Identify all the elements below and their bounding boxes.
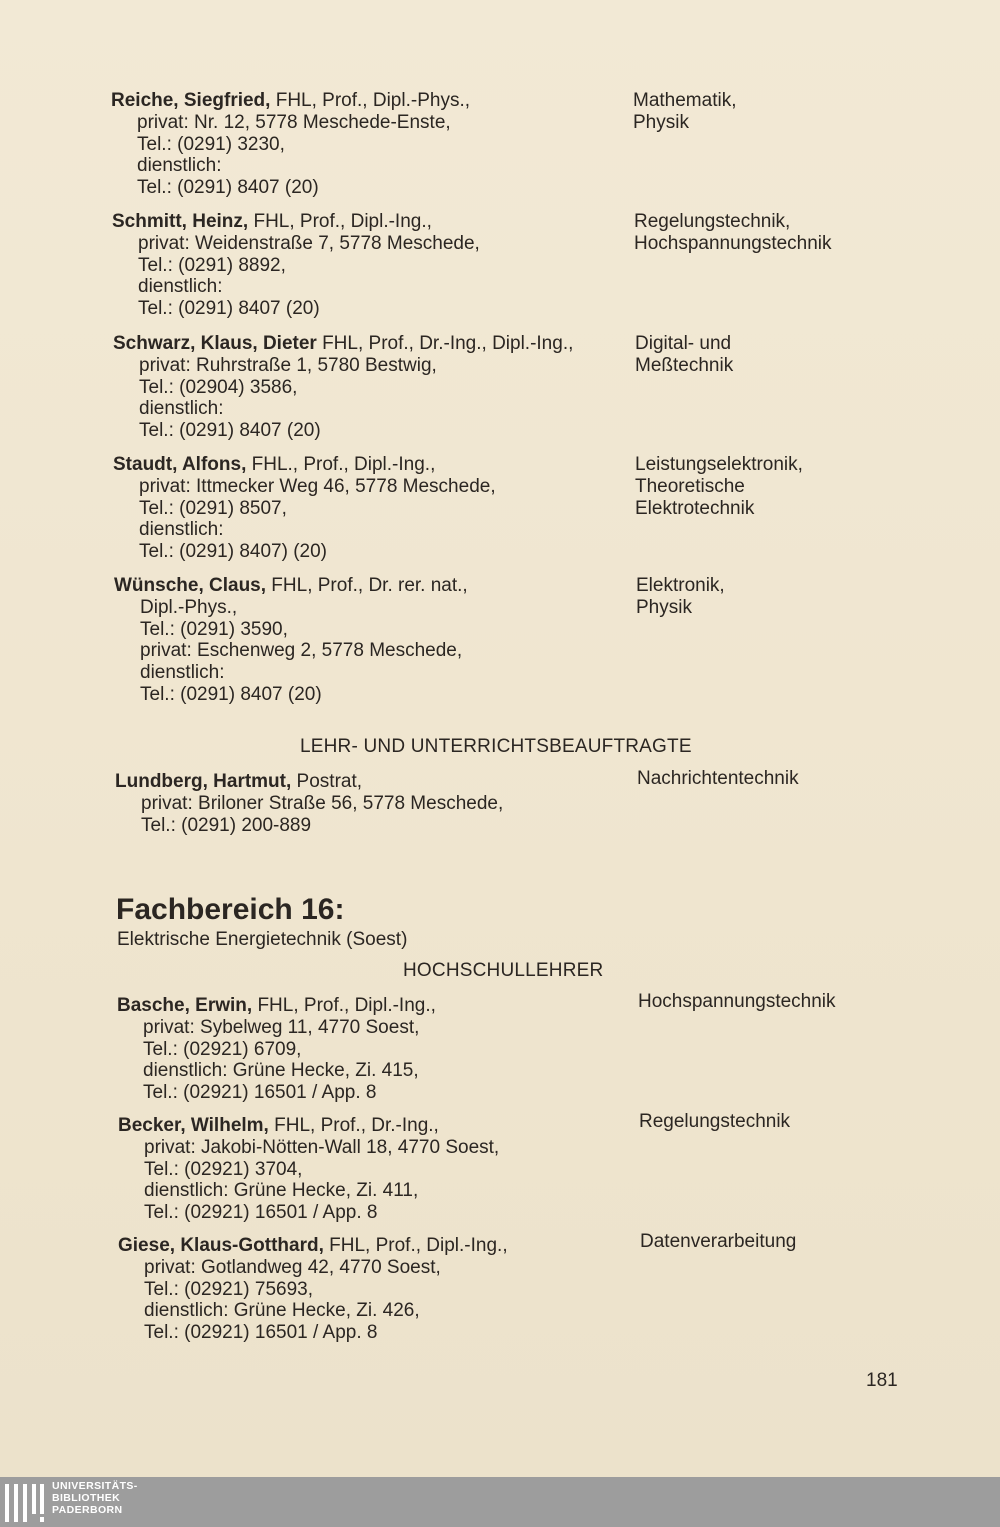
staff-detail-line: Tel.: (0291) 8407) (20) xyxy=(139,541,327,563)
staff-title: FHL, Prof., Dipl.-Ing., xyxy=(248,211,432,232)
subject-line: Theoretische xyxy=(635,475,745,497)
library-footer xyxy=(0,1477,1000,1527)
subject-line: Digital- und xyxy=(635,333,732,354)
staff-detail-line: privat: Briloner Straße 56, 5778 Meschede, xyxy=(141,792,504,814)
staff-detail-line: privat: Ittmecker Weg 46, 5778 Meschede, xyxy=(139,475,496,497)
staff-detail-line: Tel.: (02921) 75693, xyxy=(144,1278,314,1300)
library-logo-icon xyxy=(4,1483,46,1523)
staff-detail-line: dienstlich: xyxy=(139,398,224,420)
staff-detail-line: Tel.: (0291) 3590, xyxy=(140,618,288,640)
staff-detail-line: Tel.: (0291) 3230, xyxy=(137,133,285,155)
subject-line: Leistungselektronik, xyxy=(635,454,803,475)
staff-name: Lundberg, Hartmut, xyxy=(115,771,292,792)
staff-title: FHL, Prof., Dr. rer. nat., xyxy=(266,575,468,596)
staff-detail-line: privat: Jakobi-Nötten-Wall 18, 4770 Soest, xyxy=(144,1136,500,1158)
staff-detail-line: dienstlich: xyxy=(137,155,222,177)
subject-line: Hochspannungstechnik xyxy=(638,991,836,1012)
logo-line: PADERBORN xyxy=(52,1504,123,1516)
staff-name: Becker, Wilhelm, xyxy=(118,1115,269,1136)
staff-name: Giese, Klaus-Gotthard, xyxy=(118,1235,324,1256)
staff-title: FHL, Prof., Dipl.-Ing., xyxy=(252,995,436,1016)
subject-line: Physik xyxy=(633,111,689,133)
staff-detail-line: Tel.: (02921) 16501 / App. 8 xyxy=(144,1322,378,1344)
staff-detail-line: dienstlich: Grüne Hecke, Zi. 411, xyxy=(144,1180,419,1202)
staff-detail-line: Tel.: (0291) 8407 (20) xyxy=(139,420,321,442)
subject-line: Meßtechnik xyxy=(635,354,734,376)
staff-name: Schwarz, Klaus, Dieter xyxy=(113,333,317,354)
staff-detail-line: Tel.: (02921) 6709, xyxy=(143,1038,302,1060)
page-number: 181 xyxy=(866,1370,898,1391)
staff-name: Basche, Erwin, xyxy=(117,995,253,1016)
staff-detail-line: Dipl.-Phys., xyxy=(140,596,238,618)
section-heading-lehrbeauftragte: LEHR- UND UNTERRICHTSBEAUFTRAGTE xyxy=(300,736,692,757)
staff-detail-line: Tel.: (0291) 8507, xyxy=(139,497,287,519)
staff-detail-line: Tel.: (0291) 200-889 xyxy=(141,814,312,836)
fachbereich-title: Fachbereich 16: xyxy=(116,893,345,926)
staff-detail-line: Tel.: (0291) 8892, xyxy=(138,254,286,276)
staff-detail-line: Tel.: (02921) 16501 / App. 8 xyxy=(144,1202,378,1224)
staff-detail-line: privat: Sybelweg 11, 4770 Soest, xyxy=(143,1016,420,1038)
staff-detail-line: dienstlich: xyxy=(138,276,223,298)
staff-name: Wünsche, Claus, xyxy=(114,575,267,596)
staff-detail-line: dienstlich: Grüne Hecke, Zi. 426, xyxy=(144,1300,420,1322)
staff-detail-line: Tel.: (0291) 8407 (20) xyxy=(140,683,322,705)
staff-detail-line: dienstlich: xyxy=(139,519,224,541)
fachbereich-subtitle: Elektrische Energietechnik (Soest) xyxy=(117,929,408,950)
subject-line: Hochspannungstechnik xyxy=(634,232,832,254)
staff-detail-line: privat: Nr. 12, 5778 Meschede-Enste, xyxy=(137,111,451,133)
staff-detail-line: Tel.: (02921) 16501 / App. 8 xyxy=(143,1082,377,1104)
subject-line: Physik xyxy=(636,596,692,618)
subject-line: Nachrichtentechnik xyxy=(637,768,799,789)
staff-detail-line: dienstlich: Grüne Hecke, Zi. 415, xyxy=(143,1060,419,1082)
staff-detail-line: privat: Ruhrstraße 1, 5780 Bestwig, xyxy=(139,354,437,376)
staff-title: FHL, Prof., Dr.-Ing., xyxy=(268,1115,439,1136)
staff-detail-line: dienstlich: xyxy=(140,662,225,684)
staff-title: FHL., Prof., Dipl.-Ing., xyxy=(246,454,436,475)
subject-line: Elektronik, xyxy=(636,575,725,596)
subject-line: Regelungstechnik xyxy=(639,1111,791,1132)
staff-detail-line: Tel.: (02921) 3704, xyxy=(144,1158,303,1180)
library-logo-text xyxy=(52,1480,138,1516)
staff-name: Staudt, Alfons, xyxy=(113,454,247,475)
logo-line: BIBLIOTHEK xyxy=(52,1492,121,1504)
staff-title: FHL, Prof., Dipl.-Ing., xyxy=(323,1235,508,1256)
subject-line: Datenverarbeitung xyxy=(640,1231,797,1252)
subject-line: Elektrotechnik xyxy=(635,497,755,519)
staff-detail-line: Tel.: (0291) 8407 (20) xyxy=(138,298,320,320)
staff-detail-line: Tel.: (02904) 3586, xyxy=(139,376,298,398)
staff-title: FHL, Prof., Dipl.-Phys., xyxy=(270,90,470,111)
staff-name: Schmitt, Heinz, xyxy=(112,211,249,232)
section-heading-hochschullehrer: HOCHSCHULLEHRER xyxy=(403,960,604,981)
staff-detail-line: privat: Weidenstraße 7, 5778 Meschede, xyxy=(138,232,480,254)
subject-line: Mathematik, xyxy=(633,90,737,111)
staff-title: FHL, Prof., Dr.-Ing., Dipl.-Ing., xyxy=(316,333,574,354)
staff-title: Postrat, xyxy=(291,771,363,792)
staff-detail-line: Tel.: (0291) 8407 (20) xyxy=(137,177,319,199)
subject-line: Regelungstechnik, xyxy=(634,211,791,232)
logo-line: UNIVERSITÄTS- xyxy=(52,1480,138,1492)
staff-detail-line: privat: Gotlandweg 42, 4770 Soest, xyxy=(144,1256,441,1278)
staff-name: Reiche, Siegfried, xyxy=(111,90,271,111)
staff-detail-line: privat: Eschenweg 2, 5778 Meschede, xyxy=(140,640,463,662)
